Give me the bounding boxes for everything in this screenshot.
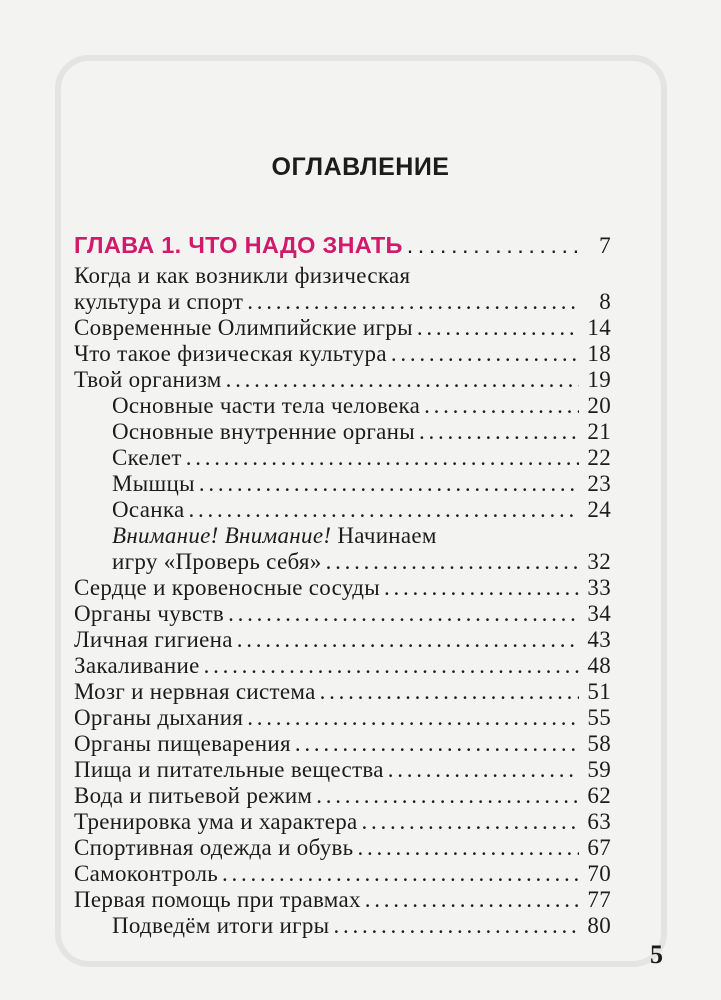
toc-entry-page: 59 — [587, 757, 611, 782]
leader-dots — [357, 835, 579, 861]
leader-dots — [362, 809, 579, 835]
toc-entry — [74, 367, 611, 393]
toc-entry — [74, 263, 611, 315]
toc-entry — [74, 887, 611, 913]
toc-entry-title: Тренировка ума и характера — [74, 809, 358, 834]
toc-entry-title: Осанка — [112, 497, 185, 522]
page-title: ОГЛАВЛЕНИЕ — [271, 153, 450, 181]
toc-entry-title: Подведём итоги игры — [112, 913, 330, 938]
toc-entry-italic: Внимание! Внимание! — [112, 523, 332, 548]
toc-entry-page: 55 — [587, 705, 611, 730]
toc-entry-page: 58 — [587, 731, 611, 756]
chapter-heading — [74, 232, 611, 258]
toc-subentry — [112, 497, 611, 523]
leader-dots — [295, 731, 579, 757]
toc-entry-title: Сердце и кровеносные сосуды — [74, 575, 380, 600]
leader-dots — [186, 445, 579, 471]
toc-entry-title: Мышцы — [112, 471, 195, 496]
leader-dots — [228, 601, 579, 627]
toc-entry — [74, 341, 611, 367]
toc-entry — [74, 575, 611, 601]
toc-entry — [74, 679, 611, 705]
leader-dots — [333, 913, 579, 939]
toc-subentry — [112, 471, 611, 497]
toc-entry-page: 19 — [587, 367, 611, 392]
toc-entry — [74, 705, 611, 731]
toc-entry-page: 8 — [599, 289, 611, 314]
toc-entry-page: 67 — [587, 835, 611, 860]
toc-entry-title: культура и спорт — [74, 289, 244, 314]
toc-entry — [74, 315, 611, 341]
toc-subentry — [112, 445, 611, 471]
toc-entry-page: 33 — [587, 575, 611, 600]
toc-entry-title: Спортивная одежда и обувь — [74, 835, 354, 860]
leader-dots — [247, 289, 579, 315]
leader-dots — [199, 471, 579, 497]
toc-entry-title: Вода и питьевой режим — [74, 783, 313, 808]
toc-subentry — [112, 393, 611, 419]
toc-entry-line1: Когда и как возникли физическая — [74, 263, 411, 288]
toc-subentry — [112, 913, 611, 939]
toc-entry-page: 80 — [587, 913, 611, 938]
leader-dots — [365, 887, 579, 913]
toc-entry-title: Основные части тела человека — [112, 393, 421, 418]
leader-dots — [407, 232, 579, 258]
toc-subentry — [112, 523, 611, 575]
toc-entry-title: игру «Проверь себя» — [112, 549, 322, 574]
toc-entry-title: Органы дыхания — [74, 705, 244, 730]
toc-entry — [74, 627, 611, 653]
toc-entry-page: 21 — [587, 419, 611, 444]
toc-entry-page: 24 — [587, 497, 611, 522]
toc-entry-page: 34 — [587, 601, 611, 626]
toc-entry-title: Мозг и нервная система — [74, 679, 316, 704]
toc-entry-title: Основные внутренние органы — [112, 419, 416, 444]
toc-entry-page: 20 — [587, 393, 611, 418]
chapter-title: ГЛАВА 1. ЧТО НАДО ЗНАТЬ — [74, 232, 403, 258]
toc-entry-title: Что такое физическая культура — [74, 341, 387, 366]
toc-entry-page: 63 — [587, 809, 611, 834]
toc-entry-page: 77 — [587, 887, 611, 912]
toc-entry-page: 70 — [587, 861, 611, 886]
toc-entry-title: Современные Олимпийские игры — [74, 315, 413, 340]
toc-entry — [74, 861, 611, 887]
leader-dots — [388, 757, 579, 783]
toc-entry-title: Органы чувств — [74, 601, 225, 626]
toc-entry — [74, 731, 611, 757]
toc-entry-page: 51 — [587, 679, 611, 704]
toc-entry — [74, 809, 611, 835]
leader-dots — [222, 861, 579, 887]
toc-entry — [74, 601, 611, 627]
leader-dots — [384, 575, 579, 601]
toc-entry-title: Самоконтроль — [74, 861, 219, 886]
chapter-page: 7 — [598, 233, 611, 259]
leader-dots — [204, 653, 579, 679]
leader-dots — [247, 705, 579, 731]
leader-dots — [417, 315, 579, 341]
leader-dots — [419, 419, 579, 445]
toc-entry-page: 23 — [587, 471, 611, 496]
toc-entry-page: 43 — [587, 627, 611, 652]
page-number: 5 — [650, 940, 663, 969]
toc-entry-page: 32 — [587, 549, 611, 574]
toc-entry — [74, 653, 611, 679]
toc-entry-page: 22 — [587, 445, 611, 470]
toc-entry-page: 62 — [587, 783, 611, 808]
toc-entry-title: Скелет — [112, 445, 182, 470]
toc-entry-page: 18 — [587, 341, 611, 366]
leader-dots — [391, 341, 579, 367]
toc-entry-title: Пища и питательные вещества — [74, 757, 384, 782]
toc-subentry — [112, 419, 611, 445]
toc-entry — [74, 835, 611, 861]
toc-entry-title: Органы пищеварения — [74, 731, 291, 756]
toc-entry-page: 14 — [587, 315, 611, 340]
leader-dots — [424, 393, 579, 419]
leader-dots — [326, 549, 579, 575]
leader-dots — [188, 497, 579, 523]
toc-entry-title: Закаливание — [74, 653, 200, 678]
leader-dots — [320, 679, 579, 705]
toc-entry — [74, 757, 611, 783]
leader-dots — [226, 367, 579, 393]
toc-entry-line1 — [112, 523, 611, 549]
toc-entry — [74, 783, 611, 809]
leader-dots — [237, 627, 579, 653]
leader-dots — [316, 783, 579, 809]
toc-entry-title: Твой организм — [74, 367, 222, 392]
toc-entry-title: Личная гигиена — [74, 627, 233, 652]
toc-entry-line1-rest: Начинаем — [331, 523, 437, 548]
toc-entry-title: Первая помощь при травмах — [74, 887, 361, 912]
toc-entry-page: 48 — [587, 653, 611, 678]
